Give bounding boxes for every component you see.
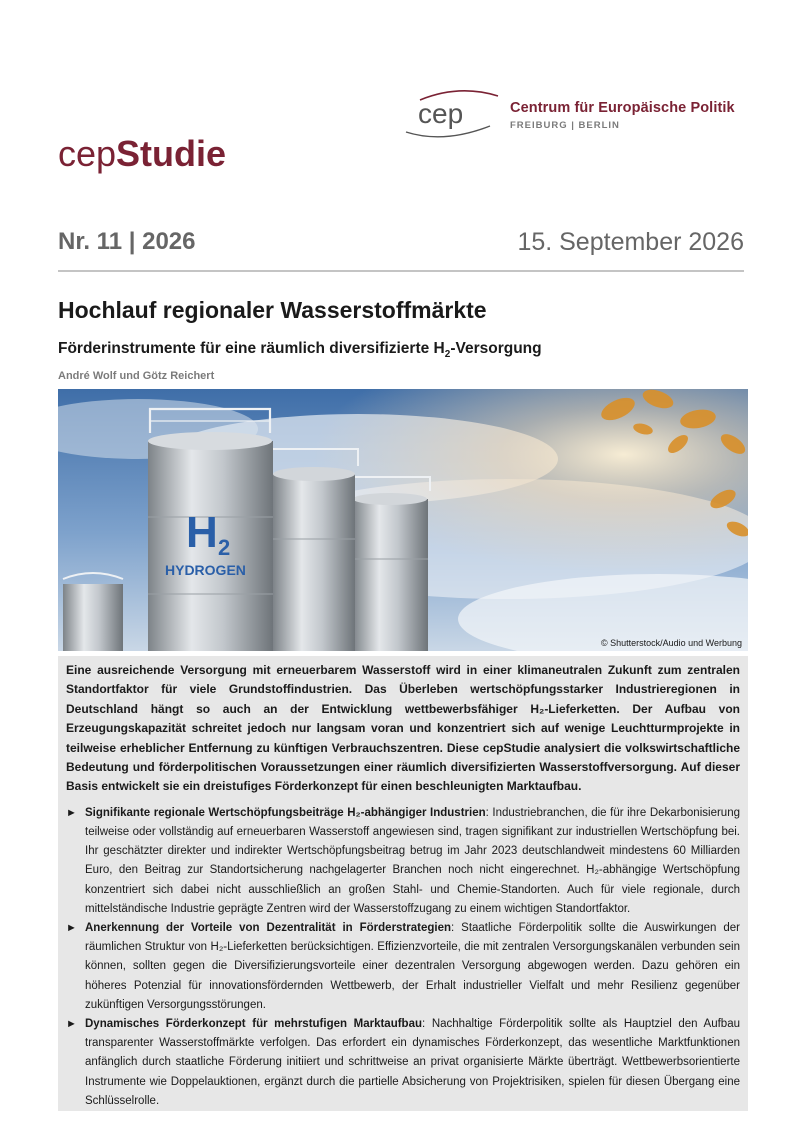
organisation-cities: FREIBURG | BERLIN [510, 120, 620, 131]
tank-label-h: H [186, 508, 218, 557]
key-finding-item [66, 1015, 740, 1111]
subtitle-text-start: Förderinstrumente für eine räumlich diversifizierte H [58, 340, 445, 357]
hero-image [58, 389, 748, 651]
publication-date: 15. September 2026 [517, 228, 744, 256]
key-finding-label: Dynamisches Förderkonzept für mehrstufigen Marktaufbau [85, 1018, 423, 1031]
image-credit: © Shutterstock/Audio und Werbung [600, 638, 742, 648]
key-finding-label: Signifikante regionale Wertschöpfungsbeiträge H₂-abhängiger Industrien [85, 806, 486, 819]
cep-logo-wordmark: cep [418, 98, 464, 129]
hydrogen-tanks-illustration [58, 389, 748, 651]
key-finding-item [66, 804, 740, 919]
key-findings-list [66, 804, 740, 1111]
tank-label-word: HYDROGEN [165, 562, 246, 578]
tank-main [148, 409, 273, 651]
key-finding-text: : Staatliche Förderpolitik sollte die Auswirkungen der räumlichen Struktur von H₂-Lieferketten berücksichtigen. Effizienzvorteile, die mit zentralen Versorgungskanälen verbunden sein können, sollten gegen die Diversifizierungsvorteile einer dezentralen Versorgung abgewogen werden. Dazu gehören ein höheres Potenzial für innovationsfördernden Wettbewerb, der Erhalt industrieller Vielfalt und mehr Resilienz gegenüber zukünftigen Versorgungsstörungen. [85, 922, 741, 1011]
series-prefix: cep [58, 133, 117, 174]
cep-logo-mark [404, 86, 510, 142]
series-title [58, 133, 226, 175]
bullet-arrow-icon: ► [66, 1018, 77, 1031]
key-finding-label: Anerkennung der Vorteile von Dezentralität in Förderstrategien [85, 922, 452, 935]
small-tank-left [63, 573, 123, 651]
issue-number: Nr. 11 | 2026 [58, 228, 196, 255]
key-finding-text: : Industriebranchen, die für ihre Dekarbonisierung teilweise oder vollständig auf erneuerbaren Wasserstoff angewiesen sind, tragen signifikant zur industriellen Wertschöpfung bei. Ihr geschätzter direkter und indirekter Wertschöpfungsbeitrag betrug im Jahr 2023 deutschlandweit mindestens 60 Milliarden Euro, den Beitrag zur Standortsicherung nachgelagerter Branchen noch nicht eingerechnet. H₂-abhängige Wertschöpfung konzentriert sich dabei nicht ausschließlich an großen Stahl- und Chemie-Standorten. Auch für viele regionale, durch mittelständische Industrie geprägte Zentren wird der Wasserstoffzugang zu einem wichtigen Standortfaktor. [85, 806, 740, 915]
tank-middle [270, 449, 358, 651]
key-finding-item [66, 919, 740, 1015]
summary-lead: Eine ausreichende Versorgung mit erneuerbarem Wasserstoff wird in einer klimaneutralen Zukunft zum zentralen Standortfaktor für viele Grundstoffindustrien. Das Überleben wertschöpfungsstarker Industrieregionen in Deutschland hängt so auch an der Entwicklung wettbewerbsfähiger H₂-Lieferketten. Der Aufbau von Erzeugungskapazität schreitet jedoch nur langsam voran und konzentriert sich auf wenige Leuchtturmprojekte in teilweise erheblicher Entfernung zu künftigen Verbrauchszentren. Diese cepStudie analysiert die volkswirtschaftliche Bedeutung und förderpolitischen Voraussetzungen einer räumlich diversifizierten Wasserstoffversorgung. Auf dieser Basis entwickelt sie ein dreistufiges Förderkonzept für einen beschleunigten Marktaufbau. [66, 663, 740, 794]
key-finding-text: : Nachhaltige Förderpolitik sollte als Hauptziel den Aufbau transparenter Wasserstoffmärkte verfolgen. Das erfordert ein dynamisches Förderkonzept, das wesentliche Marktfunktionen anfänglich durch staatliche Förderung initiiert und schrittweise an privat organisierte Märkte überträgt. Wettbewerbsorientierte Instrumente wie Doppelauktionen, ergänzt durch die partielle Absicherung von Projektrisiken, spielen für diesen Übergang eine Schlüsselrolle. [85, 1018, 740, 1107]
subtitle-subscript: 2 [444, 349, 451, 361]
cep-logo [404, 86, 744, 142]
bullet-arrow-icon: ► [66, 922, 77, 935]
tank-label-subscript: 2 [218, 535, 231, 560]
subtitle-text-end: -Versorgung [450, 340, 542, 357]
bullet-arrow-icon: ► [66, 806, 77, 819]
document-subtitle [58, 340, 542, 360]
summary-box [58, 656, 748, 1111]
tank-right [350, 477, 430, 651]
document-title: Hochlauf regionaler Wasserstoffmärkte [58, 297, 487, 323]
authors: André Wolf und Götz Reichert [58, 370, 215, 382]
series-name: Studie [116, 133, 227, 174]
header-divider [58, 270, 744, 272]
organisation-name: Centrum für Europäische Politik [510, 100, 735, 116]
